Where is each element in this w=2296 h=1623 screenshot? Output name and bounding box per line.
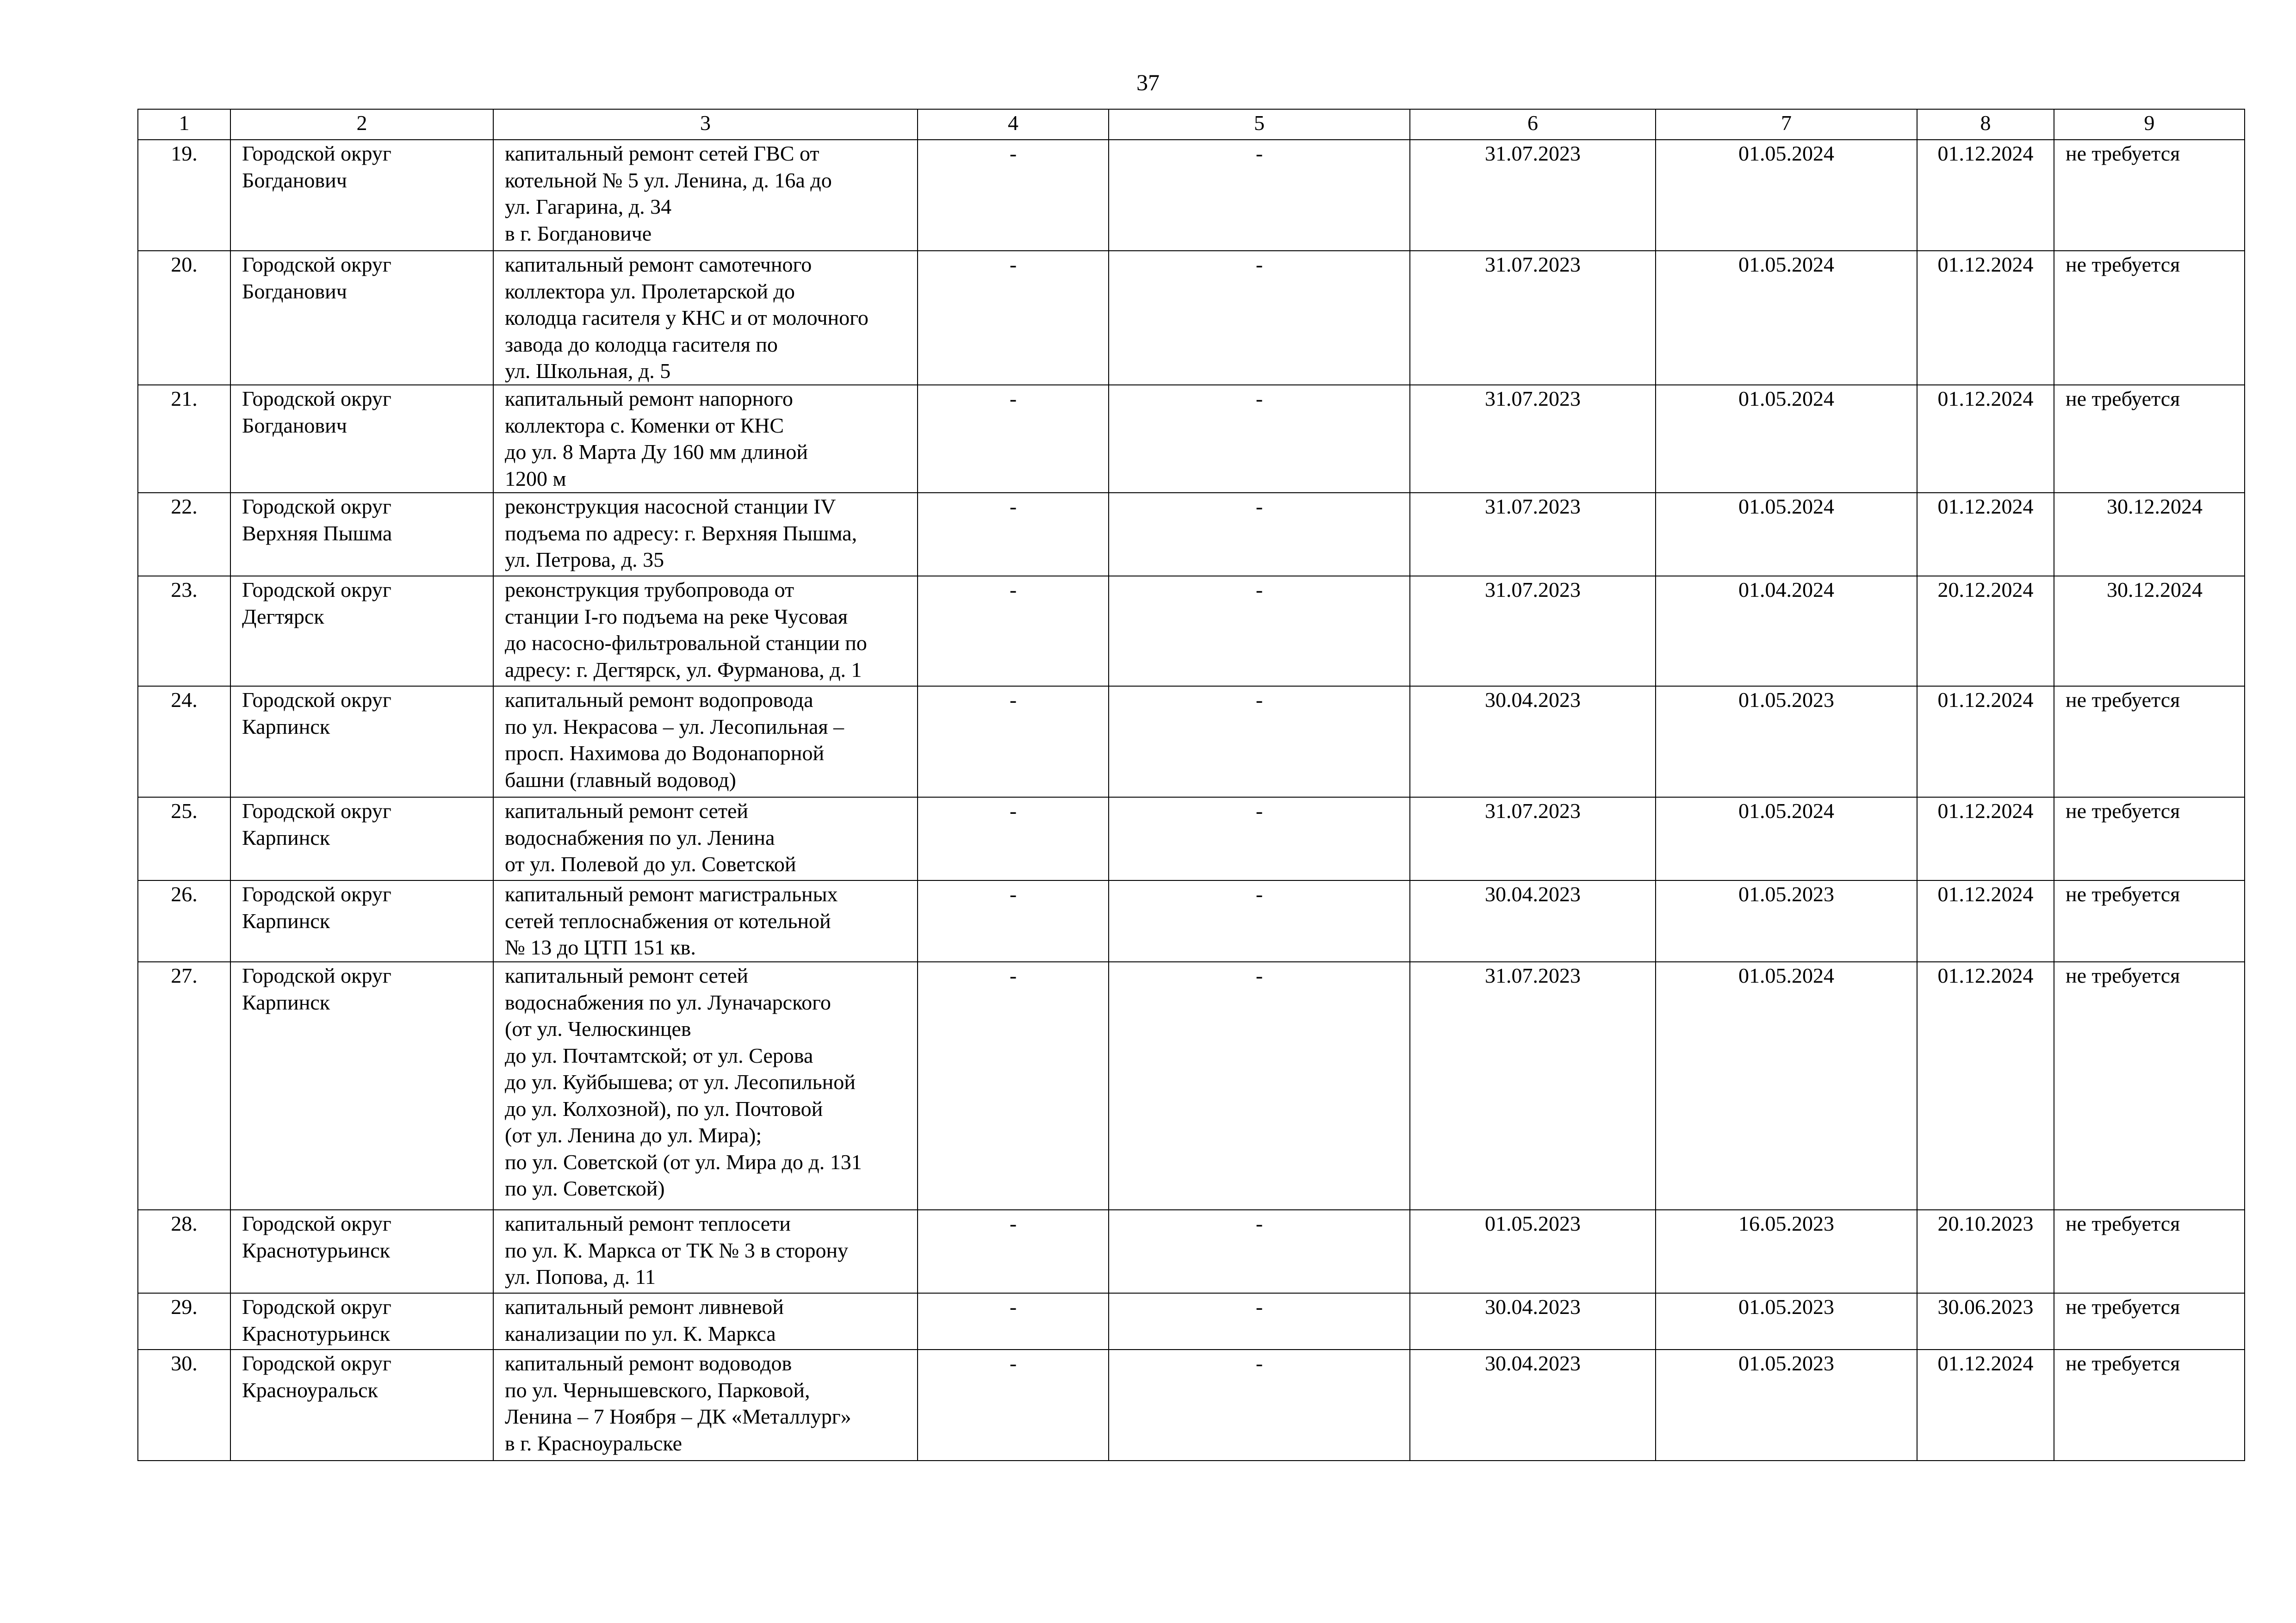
locality-line: Краснотурьинск <box>242 1321 391 1345</box>
object-line: ул. Школьная, д. 5 <box>505 359 671 383</box>
column-number-row <box>138 109 2245 140</box>
table-row <box>138 1210 2245 1293</box>
locality-cell <box>230 962 493 1210</box>
column-header: 2 <box>230 109 493 140</box>
column-header: 4 <box>918 109 1109 140</box>
date-column-8-cell: 01.12.2024 <box>1917 686 2054 797</box>
column-5-cell: - <box>1109 686 1410 797</box>
object-line: реконструкция трубопровода от <box>505 578 794 601</box>
object-line: по ул. Чернышевского, Парковой, <box>505 1378 810 1402</box>
date-column-8-cell: 01.12.2024 <box>1917 385 2054 493</box>
object-line: капитальный ремонт сетей <box>505 964 749 987</box>
object-line: станции I-го подъема на реке Чусовая <box>505 604 848 628</box>
row-number-cell: 25. <box>138 797 230 880</box>
column-4-cell: - <box>918 576 1109 686</box>
locality-line: Верхняя Пышма <box>242 521 392 545</box>
date-column-7-cell: 01.05.2024 <box>1656 493 1917 576</box>
column-5-cell: - <box>1109 797 1410 880</box>
date-column-8-cell: 20.12.2024 <box>1917 576 2054 686</box>
object-line: капитальный ремонт водопровода <box>505 688 813 712</box>
locality-cell <box>230 576 493 686</box>
row-number-cell: 28. <box>138 1210 230 1293</box>
object-line: котельной № 5 ул. Ленина, д. 16а до <box>505 168 832 192</box>
object-line: по ул. Некрасова – ул. Лесопильная – <box>505 714 844 738</box>
column-9-cell: 30.12.2024 <box>2054 493 2245 576</box>
column-4-cell: - <box>918 962 1109 1210</box>
date-column-6-cell: 30.04.2023 <box>1410 880 1656 962</box>
locality-cell <box>230 493 493 576</box>
object-line: от ул. Полевой до ул. Советской <box>505 852 796 876</box>
date-column-6-cell: 31.07.2023 <box>1410 576 1656 686</box>
object-line: сетей теплоснабжения от котельной <box>505 909 831 933</box>
column-5-cell: - <box>1109 576 1410 686</box>
table-row <box>138 140 2245 251</box>
object-line: водоснабжения по ул. Луначарского <box>505 990 831 1014</box>
table-row <box>138 797 2245 880</box>
object-line: подъема по адресу: г. Верхняя Пышма, <box>505 521 857 545</box>
column-4-cell: - <box>918 251 1109 385</box>
date-column-8-cell: 01.12.2024 <box>1917 962 2054 1210</box>
date-column-7-cell: 01.05.2023 <box>1656 880 1917 962</box>
date-column-7-cell: 01.05.2023 <box>1656 1293 1917 1350</box>
object-description-cell <box>493 140 918 251</box>
table-row <box>138 686 2245 797</box>
locality-line: Краснотурьинск <box>242 1238 391 1262</box>
column-9-cell: не требуется <box>2054 962 2245 1210</box>
column-4-cell: - <box>918 1293 1109 1350</box>
table-row <box>138 880 2245 962</box>
date-column-7-cell: 01.04.2024 <box>1656 576 1917 686</box>
column-header: 3 <box>493 109 918 140</box>
object-line: № 13 до ЦТП 151 кв. <box>505 935 696 959</box>
locality-cell <box>230 1210 493 1293</box>
object-line: по ул. Советской) <box>505 1177 665 1200</box>
locality-line: Городской округ <box>242 688 391 712</box>
date-column-6-cell: 30.04.2023 <box>1410 686 1656 797</box>
locality-cell <box>230 385 493 493</box>
table-row <box>138 962 2245 1210</box>
column-header: 9 <box>2054 109 2245 140</box>
column-5-cell: - <box>1109 251 1410 385</box>
object-line: капитальный ремонт самотечного <box>505 253 812 276</box>
date-column-8-cell: 30.06.2023 <box>1917 1293 2054 1350</box>
column-header: 7 <box>1656 109 1917 140</box>
column-header: 8 <box>1917 109 2054 140</box>
column-5-cell: - <box>1109 1210 1410 1293</box>
object-description-cell <box>493 686 918 797</box>
date-column-7-cell: 16.05.2023 <box>1656 1210 1917 1293</box>
date-column-7-cell: 01.05.2024 <box>1656 797 1917 880</box>
object-description-cell <box>493 493 918 576</box>
date-column-6-cell: 31.07.2023 <box>1410 493 1656 576</box>
column-9-cell: не требуется <box>2054 880 2245 962</box>
column-9-cell: не требуется <box>2054 686 2245 797</box>
row-number-cell: 30. <box>138 1350 230 1461</box>
object-description-cell <box>493 576 918 686</box>
object-line: адресу: г. Дегтярск, ул. Фурманова, д. 1 <box>505 657 862 681</box>
locality-cell <box>230 251 493 385</box>
object-line: до ул. Колхозной), по ул. Почтовой <box>505 1096 823 1121</box>
locality-cell <box>230 880 493 962</box>
object-description-cell <box>493 962 918 1210</box>
column-header: 5 <box>1109 109 1410 140</box>
column-4-cell: - <box>918 880 1109 962</box>
date-column-6-cell: 01.05.2023 <box>1410 1210 1656 1293</box>
object-line: капитальный ремонт сетей ГВС от <box>505 142 819 165</box>
row-number-cell: 27. <box>138 962 230 1210</box>
locality-line: Карпинск <box>242 990 330 1014</box>
locality-cell <box>230 797 493 880</box>
object-line: канализации по ул. К. Маркса <box>505 1321 776 1345</box>
date-column-7-cell: 01.05.2023 <box>1656 686 1917 797</box>
column-4-cell: - <box>918 140 1109 251</box>
object-description-cell <box>493 251 918 385</box>
column-5-cell: - <box>1109 1293 1410 1350</box>
date-column-7-cell: 01.05.2024 <box>1656 385 1917 493</box>
date-column-8-cell: 01.12.2024 <box>1917 797 2054 880</box>
date-column-7-cell: 01.05.2023 <box>1656 1350 1917 1461</box>
object-line: до ул. Почтамтской; от ул. Серова <box>505 1043 813 1067</box>
object-line: 1200 м <box>505 466 566 490</box>
locality-line: Городской округ <box>242 495 391 518</box>
object-line: ул. Попова, д. 11 <box>505 1265 656 1288</box>
date-column-8-cell: 01.12.2024 <box>1917 140 2054 251</box>
date-column-6-cell: 30.04.2023 <box>1410 1293 1656 1350</box>
object-line: капитальный ремонт водоводов <box>505 1351 792 1375</box>
locality-line: Городской округ <box>242 578 391 601</box>
table-row <box>138 493 2245 576</box>
locality-line: Городской округ <box>242 964 391 987</box>
row-number-cell: 19. <box>138 140 230 251</box>
works-schedule-table <box>137 109 2245 1461</box>
column-9-cell: не требуется <box>2054 251 2245 385</box>
object-line: до насосно-фильтровальной станции по <box>505 631 867 655</box>
object-line: ул. Петрова, д. 35 <box>505 548 664 571</box>
column-5-cell: - <box>1109 493 1410 576</box>
locality-line: Городской округ <box>242 142 391 165</box>
column-5-cell: - <box>1109 880 1410 962</box>
object-line: Ленина – 7 Ноября – ДК «Металлург» <box>505 1405 851 1428</box>
locality-line: Городской округ <box>242 882 391 906</box>
column-5-cell: - <box>1109 962 1410 1210</box>
row-number-cell: 29. <box>138 1293 230 1350</box>
object-line: капитальный ремонт напорного <box>505 387 793 410</box>
object-line: колодца гасителя у КНС и от молочного <box>505 306 869 329</box>
date-column-6-cell: 31.07.2023 <box>1410 140 1656 251</box>
column-9-cell: не требуется <box>2054 1350 2245 1461</box>
date-column-8-cell: 01.12.2024 <box>1917 493 2054 576</box>
object-description-cell <box>493 1293 918 1350</box>
object-line: капитальный ремонт теплосети <box>505 1212 791 1235</box>
object-line: башни (главный водовод) <box>505 768 736 792</box>
object-line: коллектора с. Коменки от КНС <box>505 413 784 437</box>
locality-line: Карпинск <box>242 714 330 738</box>
column-9-cell: не требуется <box>2054 140 2245 251</box>
locality-line: Городской округ <box>242 253 391 276</box>
row-number-cell: 24. <box>138 686 230 797</box>
object-line: до ул. Куйбышева; от ул. Лесопильной <box>505 1070 856 1094</box>
page-number: 37 <box>1136 69 1160 95</box>
object-description-cell <box>493 385 918 493</box>
column-4-cell: - <box>918 1210 1109 1293</box>
column-4-cell: - <box>918 385 1109 493</box>
column-4-cell: - <box>918 797 1109 880</box>
date-column-6-cell: 31.07.2023 <box>1410 385 1656 493</box>
date-column-7-cell: 01.05.2024 <box>1656 140 1917 251</box>
column-5-cell: - <box>1109 1350 1410 1461</box>
locality-line: Богданович <box>242 413 347 437</box>
row-number-cell: 23. <box>138 576 230 686</box>
column-9-cell: не требуется <box>2054 1210 2245 1293</box>
object-line: просп. Нахимова до Водонапорной <box>505 741 825 765</box>
column-4-cell: - <box>918 493 1109 576</box>
date-column-8-cell: 01.12.2024 <box>1917 251 2054 385</box>
table-row <box>138 1293 2245 1350</box>
object-line: капитальный ремонт ливневой <box>505 1295 784 1319</box>
object-line: коллектора ул. Пролетарской до <box>505 279 795 303</box>
locality-line: Городской округ <box>242 387 391 410</box>
column-header: 6 <box>1410 109 1656 140</box>
column-9-cell: не требуется <box>2054 385 2245 493</box>
object-description-cell <box>493 880 918 962</box>
object-line: реконструкция насосной станции IV <box>505 495 836 518</box>
locality-line: Городской округ <box>242 1295 391 1319</box>
object-line: в г. Богдановиче <box>505 221 652 245</box>
locality-line: Карпинск <box>242 825 330 849</box>
date-column-6-cell: 30.04.2023 <box>1410 1350 1656 1461</box>
locality-cell <box>230 686 493 797</box>
table-row <box>138 576 2245 686</box>
object-line: капитальный ремонт магистральных <box>505 882 838 906</box>
locality-line: Красноуральск <box>242 1378 378 1402</box>
locality-line: Богданович <box>242 279 347 303</box>
locality-line: Дегтярск <box>242 604 324 628</box>
row-number-cell: 22. <box>138 493 230 576</box>
locality-line: Карпинск <box>242 909 330 933</box>
object-line: в г. Красноуральске <box>505 1431 683 1455</box>
object-line: завода до колодца гасителя по <box>505 332 778 356</box>
object-line: (от ул. Челюскинцев <box>505 1017 691 1041</box>
column-header: 1 <box>138 109 230 140</box>
column-9-cell: 30.12.2024 <box>2054 576 2245 686</box>
row-number-cell: 21. <box>138 385 230 493</box>
object-line: водоснабжения по ул. Ленина <box>505 825 775 849</box>
column-5-cell: - <box>1109 385 1410 493</box>
date-column-7-cell: 01.05.2024 <box>1656 962 1917 1210</box>
locality-line: Богданович <box>242 168 347 192</box>
object-line: (от ул. Ленина до ул. Мира); <box>505 1123 762 1147</box>
locality-cell <box>230 1350 493 1461</box>
date-column-6-cell: 31.07.2023 <box>1410 797 1656 880</box>
date-column-8-cell: 01.12.2024 <box>1917 880 2054 962</box>
locality-line: Городской округ <box>242 1351 391 1375</box>
column-9-cell: не требуется <box>2054 1293 2245 1350</box>
column-4-cell: - <box>918 1350 1109 1461</box>
object-description-cell <box>493 1350 918 1461</box>
column-5-cell: - <box>1109 140 1410 251</box>
date-column-6-cell: 31.07.2023 <box>1410 251 1656 385</box>
row-number-cell: 26. <box>138 880 230 962</box>
table-row <box>138 385 2245 493</box>
table-row <box>138 251 2245 385</box>
locality-line: Городской округ <box>242 1212 391 1235</box>
object-description-cell <box>493 797 918 880</box>
locality-line: Городской округ <box>242 799 391 823</box>
locality-cell <box>230 140 493 251</box>
column-4-cell: - <box>918 686 1109 797</box>
date-column-6-cell: 31.07.2023 <box>1410 962 1656 1210</box>
table-row <box>138 1350 2245 1461</box>
object-line: ул. Гагарина, д. 34 <box>505 195 672 218</box>
object-line: до ул. 8 Марта Ду 160 мм длиной <box>505 440 808 464</box>
date-column-8-cell: 01.12.2024 <box>1917 1350 2054 1461</box>
object-line: по ул. Советской (от ул. Мира до д. 131 <box>505 1150 862 1174</box>
date-column-8-cell: 20.10.2023 <box>1917 1210 2054 1293</box>
object-description-cell <box>493 1210 918 1293</box>
column-9-cell: не требуется <box>2054 797 2245 880</box>
locality-cell <box>230 1293 493 1350</box>
object-line: капитальный ремонт сетей <box>505 799 749 823</box>
row-number-cell: 20. <box>138 251 230 385</box>
object-line: по ул. К. Маркса от ТК № 3 в сторону <box>505 1238 849 1262</box>
date-column-7-cell: 01.05.2024 <box>1656 251 1917 385</box>
